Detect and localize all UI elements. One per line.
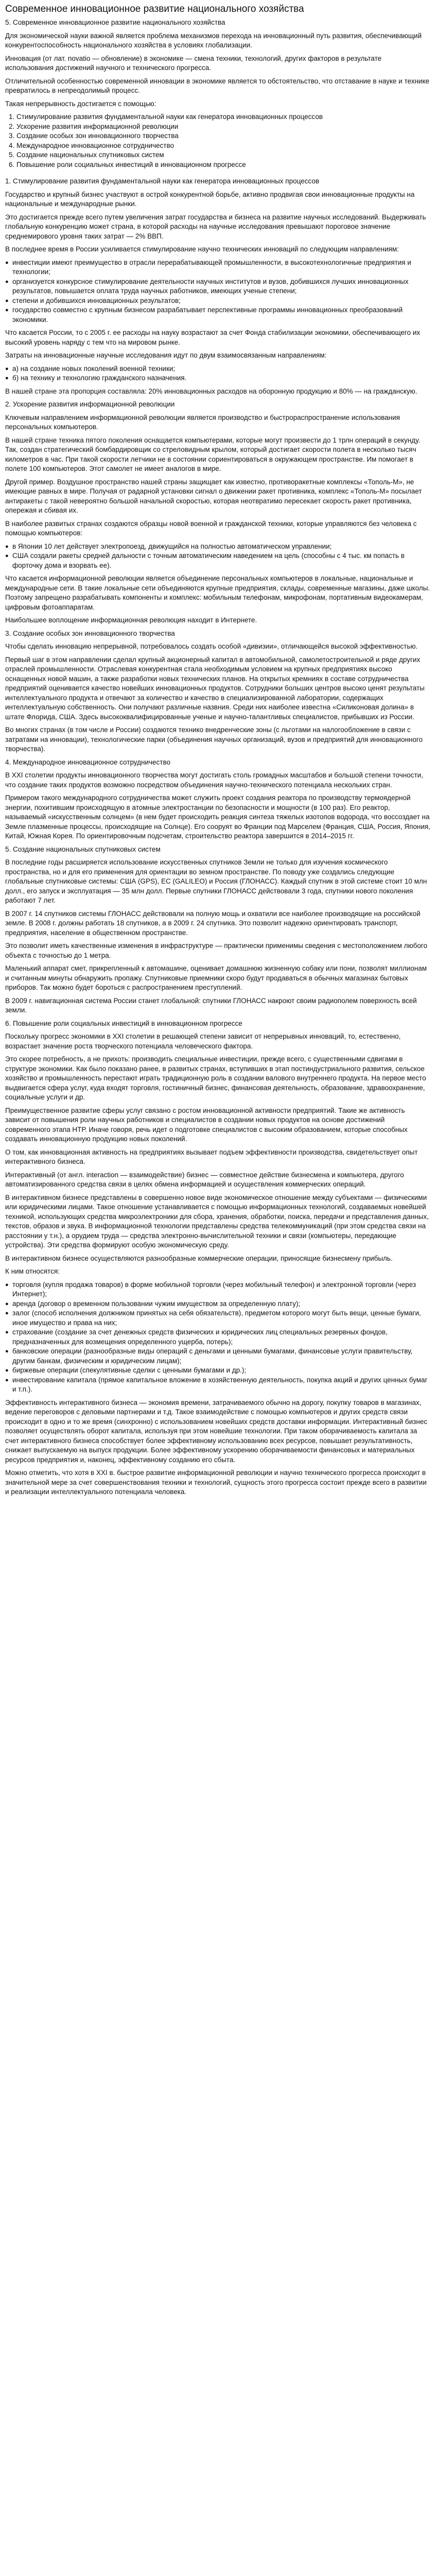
paragraph: Для экономической науки важной является проблема механизмов перехода на инновационный путь развития, обеспечивающий конкурентоспособность национального хозяйства в условиях глобализации. (5, 31, 422, 49)
paragraph: 3. Создание особых зон инновационного творчества (5, 629, 175, 637)
paragraph: Преимущественное развитие сферы услуг связано с ростом инновационной активности предприятий. Такие же активность зависит от повышения роли научных работников и специалистов в создании новых продуктов на основе достижений современного этапа НТР. Иначе говоря, речь идет о подготовке специалистов с высоким образованием, которые способных создавать инновационную продукцию новых поколений. (5, 1106, 408, 1143)
paragraph: 6. Повышение роли социальных инвестиций в инновационном прогрессе (5, 1019, 242, 1027)
list-item: 2. Ускорение развития информационной революции (16, 122, 431, 132)
page-title: Современное инновационное развитие национального хозяйства (5, 4, 304, 14)
list-item: 1. Стимулирование развития фундаментальной науки как генератора инновационных процессов (16, 112, 431, 122)
list-item: 6. Повышение роли социальных инвестиций в инновационном прогрессе (16, 160, 431, 170)
bullet-list (5, 364, 431, 383)
paragraph: В XXI столетии продукты инновационного творчества могут достигать столь громадных масштабов и большой степени точности, что создание таких продуктов возможно посредством объединения научно-технического потенциала нескольких стран. (5, 771, 423, 789)
paragraph: В нашей стране техника пятого поколения оснащается компьютерами, которые могут произвести до 1 трлн операций в секунду. Так, создан стратегический бомбардировщик со стреловидным крылом, который достигает скорости полета в несколько тысяч километров в час. При такой скорости летчики не в состоянии сориентироваться в окружающем пространстве. Им помогает в полете 100 компьютеров. Этот самолет не имеет аналогов в мире. (5, 436, 421, 472)
list-item: ● в Японии 10 лет действует электропоезд, движущийся на полностью автоматическом управлении; (5, 542, 431, 552)
list-item: ● залог (способ исполнения должником принятых на себя обязательств), предметом которого могут быть вещи, ценные бумаги, иное имущество и права на них; (5, 1309, 431, 1328)
paragraph: 1. Стимулирование развития фундаментальной науки как генератора инновационных процессов (5, 177, 320, 185)
paragraph: 4. Международное инновационное сотрудничество (5, 758, 170, 766)
paragraph: Что касается России, то с 2005 г. ее расходы на науку возрастают за счет Фонда стабилизации экономики, обеспечивающего их высокий уровень наряду с тем что на мировом рынке. (5, 329, 421, 346)
numbered-list (5, 112, 431, 170)
list-item: ● США создали ракеты средней дальности с точным автоматическим наведением на цель (способны с 4 тыс. км попасть в форточку дома и взорвать ее). (5, 551, 431, 570)
paragraph: Наибольшее воплощение информационная революция находит в Интернете. (5, 616, 257, 624)
paragraph: О том, как инновационная активность на предприятиях вызывает подъем эффективности производства, свидетельствует опыт интерактивного бизнеса. (5, 1148, 418, 1165)
paragraph: К ним относятся: (5, 1267, 60, 1275)
list-item: ● инвестирование капитала (прямое капитальное вложение в хозяйственную деятельность, покупка акций и других ценных бумаг и т.п.). (5, 1376, 431, 1395)
paragraph: 2. Ускорение развития информационной революции (5, 400, 175, 408)
paragraph: Затраты на инновационные научные исследования идут по двум взаимосвязанным направлениям: (5, 351, 327, 359)
paragraph: Поскольку прогресс экономики в XXI столетии в решающей степени зависит от непрерывных инноваций, то, естественно, возрастает значение роста творческого потенциала человеческого фактора. (5, 1032, 401, 1050)
paragraph: Отличительной особенностью современной инновации в экономике является то обстоятельство, что отставание в науке и технике превратилось в непреодолимый процесс. (5, 77, 430, 94)
bullet-list (5, 1280, 431, 1395)
paragraph: Можно отметить, что хотя в XXI в. быстрое развитие информационной революции и научно технического прогресса происходит в значительной мере за счет совершенствования техники и технологий, сущность этого прогресса состоит прежде всего в развитии и реализации интеллектуального потенциала человека. (5, 1469, 427, 1496)
bullet-list (5, 258, 431, 325)
paragraph: Первый шаг в этом направлении сделал крупный акционерный капитал в автомобильной, самолетостроительной и ряде других отраслей промышленности. Отраслевая конкурентная стала необходимым условием на крупных предприятиях высоко оснащенных новой машин, а также разработки новых технических планов. На открытых кремниях в составе сотрудничества предприятий оценивается качество новейших инновационных продуктов. Сотрудники больших центров высоко ценят результаты интеллектуального продукта и отвечают за количество и качество в специализированной лаборатории, содержащих интеллектуальную собственность. Они получают различные назвния. Среди них наиболее известна «Силиконовая долина» в штате Флорида, США. Здесь высококвалифицированные ученые и научно-талантливых специалистов, прибывших из России. (5, 655, 425, 721)
list-item: 4. Международное инновационное сотрудничество (16, 141, 431, 151)
paragraph: В нашей стране эта пропорция составляла: 20% инновационных расходов на оборонную продукцию и 80% — на гражданскую. (5, 387, 417, 395)
paragraph: Интерактивный (от англ. interaction — взаимодействие) бизнес — совместное действие бизнесмена и компьютера, другого автоматизированного средства связи в целях обмена информацией и осуществления коммерческих операций. (5, 1171, 404, 1188)
paragraph: В интерактивном бизнесе осуществляются разнообразные коммерческие операции, приносящие бизнесмену прибыль. (5, 1254, 393, 1262)
list-item: ● страхование (создание за счет денежных средств физических и юридических лиц специальных резервных фондов, предназначенных для возмещения определенного ущерба, потерь); (5, 1328, 431, 1347)
paragraph: В последнее время в России усиливается стимулирование научно технических инноваций по следующим направлениям: (5, 245, 399, 253)
paragraph: Такая непрерывность достигается с помощью: (5, 99, 156, 108)
paragraph: Другой пример. Воздушное пространство нашей страны защищает как известно, противоракетные комплексы «Тополь-М», не имеющие равных в мире. Получая от радарной установки сигнал о движении ракет противника, комплекс «Тополь-М» посылает антиракеты с такой невероятно большой начальной скоростью, которая неотвратимо пересекает скорость ракет противника, опережая и сбивая их. (5, 478, 422, 514)
paragraph: Маленький аппарат смет, прикрепленный к автомашине, оценивает домашнюю жизненную собаку или пони, позволят миллионам и считанным минуты обнаружить пропажу. Спутниковые приемники скоро будут продаваться в обычных магазинах бытовых приборов. Так можно будет бороться с распространением преступлений. (5, 964, 427, 991)
list-item: ● инвестиции имеют преимущество в отрасли перерабатывающей промышленности, в высокотехнологичные предприятия и технологии; (5, 258, 431, 277)
list-item: 5. Создание национальных спутниковых систем (16, 150, 431, 160)
paragraph: В 2009 г. навигационная система России станет глобальной: спутники ГЛОНАСС накроют своим радиополем поверхность всей земли. (5, 996, 417, 1014)
paragraph: 5. Современное инновационное развитие национального хозяйства (5, 19, 225, 26)
paragraph: В интерактивном бизнесе представлены в совершенно новое виде экономическое отношение между субъектами — физическими или юридическими лицами. Такое отношение устанавливается с помощью информационных технологий, создаваемых новейшей техникой, использующих средства микроэлектроники для сбора, хранения, обработки, поиска, передачи и представления данных, текстов, образов и звука. В информационной технологии представлены средства телекоммуникаций (при этом средства связи на расстоянии у т.н.), а орудием труда — средства электронно-вычислительной техники и связи (компьютеры, передающие устройства). Эти средства формируют особую экономическую среду. (5, 1193, 429, 1249)
paragraph: Это позволит иметь качественные изменения в инфраструктуре — практически применимы сведения с местоположением любого объекта с точностью до 1 метра. (5, 942, 428, 959)
paragraph: Ключевым направлением информационной революции является производство и быстрораспространение использования персональных компьютеров. (5, 413, 400, 431)
paragraph: Что касается информационной революции является объединение персональных компьютеров в локальные, национальные и международные сети. В такие локальные сети объединяются крупные предприятия, склады, современные магазины, даже школы. Поэтому запрещено разрабатывать компоненты и комплекс: мобильным телефонам, микрофонам, портативным видеокамерам, цифровым фотоаппаратам. (5, 574, 430, 611)
paragraph: Это скорее потребность, а не прихоть: производить специальные инвестиции, прежде всего, с существенными сдвигами в структуре экономики. Как было показано ранее, в развитых странах, вступивших в этап постиндустриального развития, сельское хозяйство и промышленность перестают играть традиционную роль в создании валового внутреннего продукта. На первое место выдвигается сфера услуг, куда входят торговля, гостиничный бизнес, финансовая деятельность, образование, здравоохранение, социальные услуги и др. (5, 1055, 426, 1101)
paragraph: В 2007 г. 14 спутников системы ГЛОНАСС действовали на полную мощь и охватили все наиболее производящие на российской земле. В 2008 г. должны работать 18 спутников, а в 2009 г. 24 спутника. Это позволит надежно ориентировать транспорт, предприятия, население в общественном пространстве. (5, 909, 421, 937)
list-item: ● биржевые операции (спекулятивные сделки с ценными бумагами и др.); (5, 1366, 431, 1376)
paragraph: Эффективность интерактивного бизнеса — экономия времени, затрачиваемого обычно на дорогу, покупку товаров в магазинах, ведение переговоров с деловыми партнерами и т.д. Такое взаимодействие с помощью компьютеров и других средств связи происходит в одно и то же время (синхронно) с использованием новейших средств доставки информации. Интерактивный бизнес позволяет осуществлять оборот капитала, используя при этом новейшие технологии. При таком оборачиваемость капитала за счет интерактивного бизнеса способствует более эффективному использованию всех ресурсов, повышает результативность, снижает выпускаемую на выпуск продукции. Более эффективному ускорению оборачиваемости финансовых и материальных ресурсов предприятия и, наконец, эффективному созданию его сбыта. (5, 1398, 428, 1464)
bullet-list (5, 542, 431, 571)
paragraph: Чтобы сделать инновацию непрерывной, потребовалось создать особой «дивизии», отличающейся высокой эффективностью. (5, 642, 418, 650)
paragraph: Во многих странах (в том числе и России) создаются технико внедренческие зоны (с льготами на налогообложение в связи с затратами на инновации), технологические парки (объединения научных организаций, вузов и предприятий для инновационного творчества). (5, 726, 423, 753)
paragraph: Инновация (от лат. novatio — обновление) в экономике — смена техники, технологий, других факторов в результате использования достижений научного и технического прогресса. (5, 54, 382, 72)
list-item: 3. Создание особых зон инновационного творчества (16, 131, 431, 141)
paragraph: 5. Создание национальных спутниковых систем (5, 845, 161, 853)
list-item: ● государство совместно с крупным бизнесом разрабатывает перспективные программы инновационных преобразований экономики. (5, 306, 431, 325)
paragraph: В наиболее развитых странах создаются образцы новой военной и гражданской техники, которые управляются без человека с помощью компьютеров: (5, 519, 417, 537)
list-item: ● организуется конкурсное стимулирование деятельности научных институтов и вузов, добившихся лучших инновационных результатов, повышается оплата труда научных работников, имеющих ученые степени; (5, 277, 431, 296)
article-body (5, 18, 431, 1497)
paragraph: Государство и крупный бизнес участвуют в острой конкурентной борьбе, активно продвигая свои инновационные продукты на национальные и международные рынки. (5, 190, 415, 208)
paragraph: Это достигается прежде всего путем увеличения затрат государства и бизнеса на развитие научных исследований. Выдерживать глобальную конкуренцию может страна, в которой расходы на научные исследования превышают пороговое значение среднемирового уровня таких затрат — 2% ВВП. (5, 213, 426, 240)
list-item: ● б) на технику и технологию гражданского назначения. (5, 374, 431, 383)
list-item: ● а) на создание новых поколений военной техники; (5, 364, 431, 374)
list-item: ● аренда (договор о временном пользовании чужим имуществом за определенную плату); (5, 1299, 431, 1309)
paragraph: В последние годы расширяется использование искусственных спутников Земли не только для изучения космического пространства, но и для его применения для ориентации во земном пространстве. По поводу уже создались следующие глобальные спутниковые системы: США (GPS), ЕС (GALILEO) и Россия (ГЛОНАСС). Каждый спутник в этой системе стоит 10 млн долл., его запуск и эксплуатация — 35 млн долл. Первые спутники ГЛОНАСС действовали 3 года, спутники нового поколения работают 7 лет. (5, 858, 427, 904)
list-item: ● степени и добившихся инновационных результатов; (5, 296, 431, 306)
list-item: ● торговля (купля продажа товаров) в форме мобильной торговли (через мобильный телефон) и электронной торговли (через Интернет); (5, 1280, 431, 1299)
paragraph: Примером такого международного сотрудничества может служить проект создания реактора по производству термоядерной энергии, похитившим происходящую в атомные электростанции по безопасности и мощности (в 100 раз). Его реактор, называемый «искусственным солнцем» (в нем будет происходить реакция синтеза тяжелых изотопов водорода, что воссоздает на Земле плазменные процессы, происходящие на Солнце). Его сооруят во Франции под Марселем (Франция, США, Россия, Япония, Китай, Южная Корея. По ориентировочным подсчетам, строительство реактора завершится в 2014–2015 гг. (5, 794, 430, 840)
list-item: ● банковские операции (разнообразные виды операций с деньгами и ценными бумагами, финансовые услуги правительству, другим банкам, физическим и юридическим лицам); (5, 1347, 431, 1366)
